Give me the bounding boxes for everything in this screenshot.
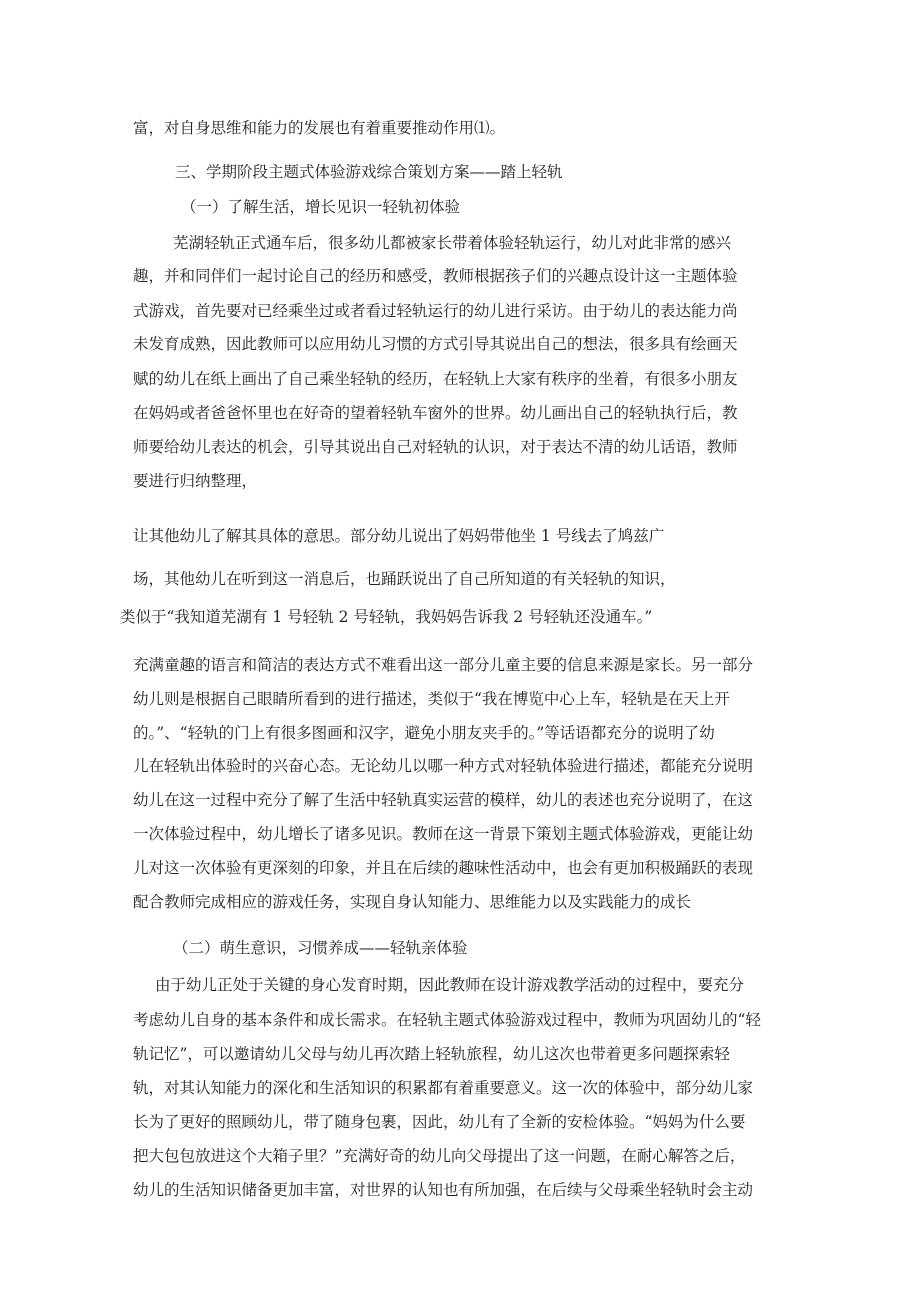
paragraph-line: 芜湖轻轨正式通车后，很多幼儿都被家长带着体验轻轨运行，幼儿对此非常的感兴 xyxy=(173,234,732,252)
paragraph-line: 的。”、“轻轨的门上有很多图画和汉字，避免小朋友夹手的。”等话语都充分的说明了幼 xyxy=(133,724,715,742)
paragraph-line: 趣，并和同伴们一起讨论自己的经历和感受，教师根据孩子们的兴趣点设计这一主题体验 xyxy=(133,267,738,285)
paragraph-line: 师要给幼儿表达的机会，引导其说出自己对轻轨的认识，对于表达不清的幼儿话语，教师 xyxy=(133,438,738,456)
paragraph-line: 幼儿在这一过程中充分了解了生活中轻轨真实运营的模样，幼儿的表述也充分说明了，在这 xyxy=(133,791,754,809)
paragraph-line: 把大包包放进这个大箱子里？”充满好奇的幼儿向父母提出了这一问题，在耐心解答之后， xyxy=(133,1147,746,1165)
paragraph-line: 类似于“我知道芜湖有 1 号轻轨 2 号轻轨，我妈妈告诉我 2 号轻轨还没通车。” xyxy=(120,608,653,626)
paragraph-line: 儿对这一次体验有更深刻的印象，并且在后续的趣味性活动中，也会有更加积极踊跃的表现 xyxy=(133,859,754,877)
paragraph-line: 儿在轻轨出体验时的兴奋心态。无论幼儿以哪一种方式对轻轨体验进行描述，都能充分说明 xyxy=(133,757,754,775)
subsection-heading: （二）萌生意识，习惯养成——轻轨亲体验 xyxy=(173,939,468,957)
paragraph-line: 长为了更好的照顾幼儿，带了随身包裹，因此，幼儿有了全新的安检体验。“妈妈为什么要 xyxy=(133,1113,746,1131)
paragraph-line: 一次体验过程中，幼儿增长了诸多见识。教师在这一背景下策划主题式体验游戏，更能让幼 xyxy=(133,825,754,843)
paragraph-line: 充满童趣的语言和简洁的表达方式不难看出这一部分儿童主要的信息来源是家长。另一部分 xyxy=(133,656,754,674)
paragraph-line: 式游戏，首先要对已经乘坐过或者看过轻轨运行的幼儿进行采访。由于幼儿的表达能力尚 xyxy=(133,302,738,320)
paragraph-line: 场，其他幼儿在听到这一消息后，也踊跃说出了自己所知道的有关轻轨的知识， xyxy=(133,570,676,588)
paragraph-line: 在妈妈或者爸爸怀里也在好奇的望着轻轨车窗外的世界。幼儿画出自己的轻轨执行后，教 xyxy=(133,404,738,422)
paragraph-line: 让其他幼儿了解其具体的意思。部分幼儿说出了妈妈带他坐 1 号线去了鸠兹广 xyxy=(133,527,665,545)
paragraph-line: 配合教师完成相应的游戏任务，实现自身认知能力、思维能力以及实践能力的成长 xyxy=(133,893,692,911)
paragraph-line: 要进行归纳整理， xyxy=(133,472,258,490)
paragraph-line: 考虑幼儿自身的基本条件和成长需求。在轻轨主题式体验游戏过程中，教师为巩固幼儿的“轻 xyxy=(133,1011,761,1029)
section-heading: 三、学期阶段主题式体验游戏综合策划方案——踏上轻轨 xyxy=(175,163,563,181)
paragraph-line: 富，对自身思维和能力的发展也有着重要推动作用⑴。 xyxy=(133,119,506,137)
paragraph-line: 赋的幼儿在纸上画出了自己乘坐轻轨的经历，在轻轨上大家有秩序的坐着，有很多小朋友 xyxy=(133,370,738,388)
paragraph-line: 幼儿的生活知识储备更加丰富，对世界的认知也有所加强，在后续与父母乘坐轻轨时会主动 xyxy=(133,1181,754,1199)
subsection-heading: （一）了解生活，增长见识一轻轨初体验 xyxy=(181,198,461,216)
paragraph-line: 由于幼儿正处于关键的身心发育时期，因此教师在设计游戏教学活动的过程中，要充分 xyxy=(155,976,745,994)
paragraph-line: 未发育成熟，因此教师可以应用幼儿习惯的方式引导其说出自己的想法，很多具有绘画天 xyxy=(133,335,738,353)
paragraph-line: 轨记忆”，可以邀请幼儿父母与幼儿再次踏上轻轨旅程，幼儿这次也带着更多问题探索轻 xyxy=(133,1045,730,1063)
paragraph-line: 幼儿则是根据自己眼睛所看到的进行描述，类似于“我在博览中心上车，轻轨是在天上开 xyxy=(133,690,730,708)
paragraph-line: 轨，对其认知能力的深化和生活知识的积累都有着重要意义。这一次的体验中，部分幼儿家 xyxy=(133,1079,754,1097)
